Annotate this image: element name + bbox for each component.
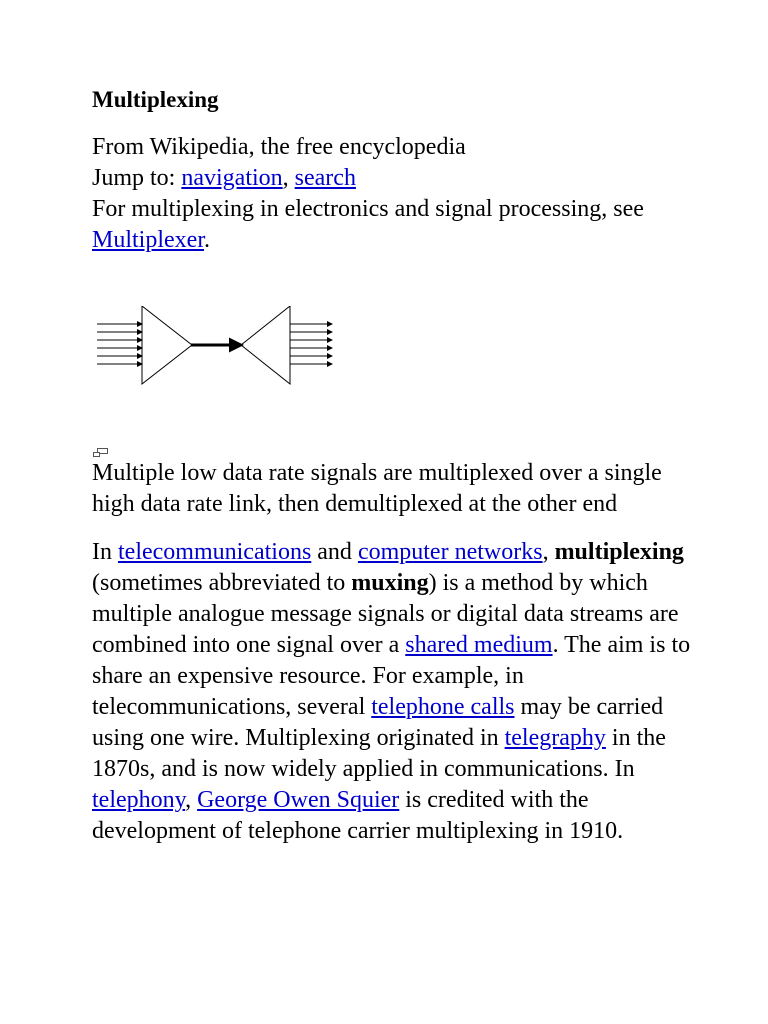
page-title: Multiplexing (92, 87, 219, 112)
output-signal-arrows (290, 324, 332, 364)
figure-caption: Multiple low data rate signals are multiplexed over a single high data rate link, then demultiplexed at the other end (92, 460, 662, 517)
jump-to-line (92, 163, 692, 194)
term-multiplexing: multiplexing (554, 539, 684, 565)
enlarge-icon[interactable] (93, 448, 108, 458)
multiplexer-shape (142, 306, 192, 384)
article (92, 84, 692, 847)
computer-networks-link[interactable]: computer networks (357, 539, 543, 565)
tagline: From Wikipedia, the free encyclopedia (92, 134, 466, 160)
input-signal-arrows (97, 324, 142, 364)
term-muxing: muxing (351, 570, 429, 596)
hatnote: For multiplexing in electronics and signal processing, see Multiplexer. (92, 196, 644, 253)
telegraphy-link[interactable]: telegraphy (504, 725, 606, 751)
telecommunications-link[interactable]: telecommunications (118, 539, 312, 565)
telephony-link[interactable]: telephony (92, 787, 186, 813)
jump-to-label: Jump to: (92, 165, 182, 191)
navigation-link[interactable]: navigation (181, 165, 283, 191)
shared-medium-link[interactable]: shared medium (405, 632, 553, 658)
demultiplexer-shape (241, 306, 290, 384)
body-paragraph: In telecommunications and computer networks, multiplexing (sometimes abbreviated to muxing) is a method by which multiple analogue message signals or digital data streams are combined into one signal over a shared medium. The aim is to share an expensive resource. For example, in telecommunications, several telephone calls may be carried using one wire. Multiplexing originated in telegraphy in the 1870s, and is now widely applied in communications. In telephony, George Owen Squier is credited with the development of telephone carrier multiplexing in 1910. (92, 539, 691, 844)
multiplexing-diagram[interactable] (95, 306, 335, 386)
search-link[interactable]: search (294, 165, 356, 191)
george-owen-squier-link[interactable]: George Owen Squier (197, 787, 400, 813)
telephone-calls-link[interactable]: telephone calls (371, 694, 515, 720)
multiplexer-link[interactable]: Multiplexer (92, 227, 204, 253)
jump-separator: , (282, 165, 295, 191)
